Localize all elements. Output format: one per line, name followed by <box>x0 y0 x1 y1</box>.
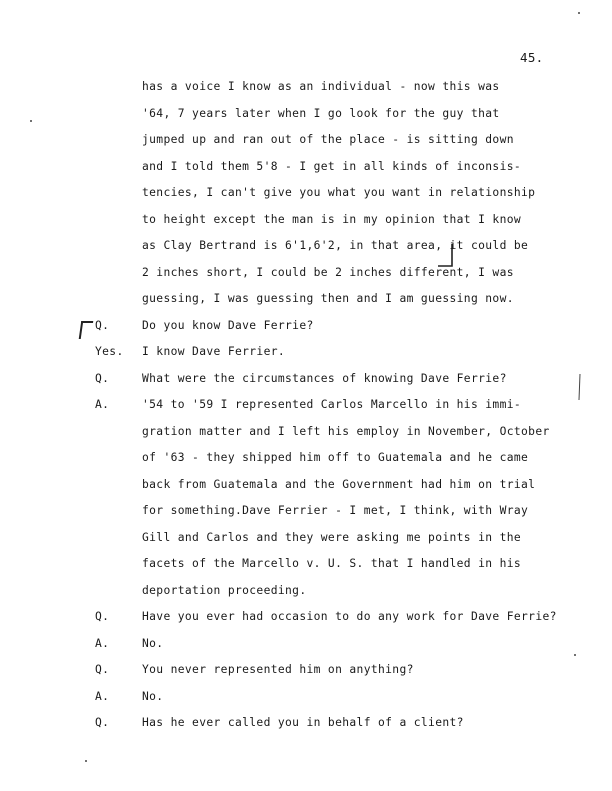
line-text: guessing, I was guessing then and I am guessing now. <box>142 292 514 305</box>
transcript-line <box>0 690 612 714</box>
speaker-label: A. <box>95 636 110 650</box>
speaker-label: A. <box>95 689 110 703</box>
transcript-line <box>0 478 612 502</box>
transcript-line <box>0 186 612 210</box>
line-text: I know Dave Ferrier. <box>142 345 286 358</box>
line-text: as Clay Bertrand is 6'1,6'2, in that area, it could be <box>142 239 529 252</box>
speaker-label: A. <box>95 398 110 411</box>
line-text: Have you ever had occasion to do any work for Dave Ferrie? <box>142 610 557 623</box>
transcript-line <box>0 398 612 422</box>
line-text: Gill and Carlos and they were asking me points in the <box>142 530 522 544</box>
line-text: of '63 - they shipped him off to Guatemala and he came <box>142 451 529 464</box>
scan-speck <box>578 12 580 14</box>
transcript-line <box>0 80 612 104</box>
speaker-label: Q. <box>95 371 110 385</box>
line-text: tencies, I can't give you what you want in relationship <box>142 186 536 199</box>
line-text: deportation proceeding. <box>142 583 307 597</box>
transcript-line <box>0 345 612 369</box>
line-text: and I told them 5'8 - I get in all kinds of inconsis- <box>142 159 522 173</box>
speaker-label: Q. <box>95 716 110 729</box>
line-text: back from Guatemala and the Government had him on trial <box>142 477 536 491</box>
line-text: '64, 7 years later when I go look for the guy that <box>142 106 500 120</box>
line-text: jumped up and ran out of the place - is sitting down <box>142 133 514 146</box>
transcript-line <box>0 716 612 740</box>
transcript-line <box>0 133 612 157</box>
speaker-label: Q. <box>95 610 110 623</box>
line-text: has a voice I know as an individual - now this was <box>142 80 500 93</box>
transcript-line <box>0 663 612 687</box>
page-number: 45. <box>520 50 544 65</box>
line-text: for something.Dave Ferrier - I met, I think, with Wray <box>142 504 529 517</box>
transcript-line <box>0 213 612 237</box>
transcript-line <box>0 292 612 316</box>
scan-speck <box>85 760 87 762</box>
line-text: to height except the man is in my opinion that I know <box>142 212 522 226</box>
transcript-line <box>0 160 612 184</box>
line-text: No. <box>142 689 164 703</box>
line-text: Has he ever called you in behalf of a client? <box>142 716 464 729</box>
transcript-line <box>0 425 612 449</box>
transcript-line <box>0 372 612 396</box>
transcript-line <box>0 107 612 131</box>
speaker-label: Yes. <box>95 345 124 358</box>
transcript-line <box>0 584 612 608</box>
line-text: Do you know Dave Ferrie? <box>142 318 314 332</box>
transcript-line <box>0 637 612 661</box>
transcript-line <box>0 531 612 555</box>
transcript-line <box>0 239 612 263</box>
line-text: 2 inches short, I could be 2 inches different, I was <box>142 265 514 279</box>
transcript-line <box>0 610 612 634</box>
transcript-line <box>0 319 612 343</box>
line-text: No. <box>142 636 164 650</box>
line-text: gration matter and I left his employ in November, October <box>142 424 550 438</box>
line-text: '54 to '59 I represented Carlos Marcello in his immi- <box>142 398 522 411</box>
transcript-line <box>0 266 612 290</box>
transcript-line <box>0 557 612 581</box>
transcript-line <box>0 451 612 475</box>
speaker-label: Q. <box>95 318 110 332</box>
line-text: You never represented him on anything? <box>142 663 414 676</box>
transcript-line <box>0 504 612 528</box>
line-text: What were the circumstances of knowing Dave Ferrie? <box>142 371 507 385</box>
line-text: facets of the Marcello v. U. S. that I handled in his <box>142 557 522 570</box>
speaker-label: Q. <box>95 663 110 676</box>
